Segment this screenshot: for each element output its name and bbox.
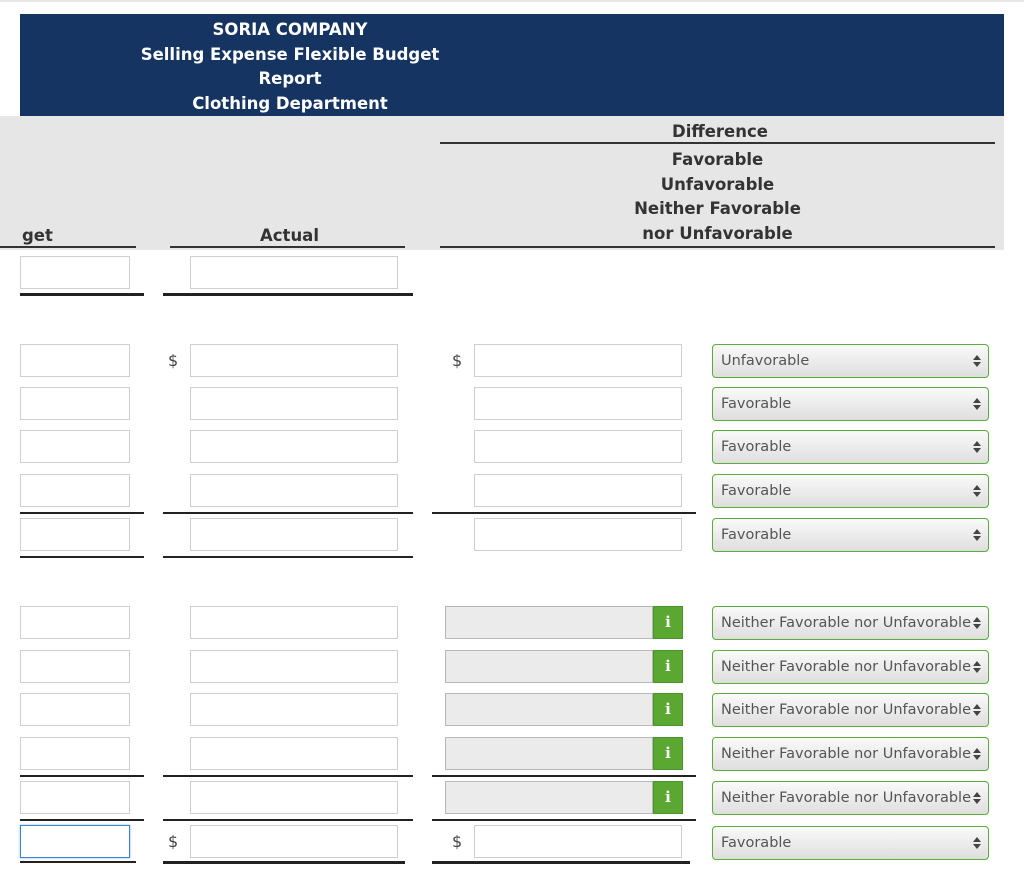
select-arrows-icon [972,703,982,717]
subtotal1-budget-bottom-rule [20,556,144,558]
actual-input-row7[interactable] [190,650,398,683]
select-value: Favorable [721,396,792,412]
report-title: Selling Expense Flexible Budget Report [140,44,440,88]
budget-input-row1[interactable] [20,344,130,377]
actual-header-rule [170,246,405,248]
subtotal1-budget-top-rule [20,512,144,514]
actual-input-row3[interactable] [190,430,398,463]
difference-readonly-row9 [445,737,653,770]
column-header-band [0,116,1004,250]
actual-input-total[interactable] [190,825,398,858]
subtotal2-actual-bottom-rule [163,819,413,821]
difference-select-row1[interactable] [712,344,989,378]
legend-neither: Neither Favorable [634,199,801,219]
select-value: Favorable [721,439,792,455]
actual-input-row6[interactable] [190,606,398,639]
difference-input-row4[interactable] [474,474,682,507]
budget-input-row6[interactable] [20,606,130,639]
difference-select-subtotal1[interactable] [712,518,989,552]
difference-input-row1[interactable] [474,344,682,377]
select-arrows-icon [972,440,982,454]
difference-readonly-subtotal2 [445,781,653,814]
budget-input-subtotal1[interactable] [20,518,130,551]
difference-column-label: Difference [672,122,768,141]
info-icon[interactable]: i [653,650,683,683]
difference-input-row2[interactable] [474,387,682,420]
subtotal2-budget-bottom-rule [20,819,144,821]
budget-input-row3[interactable] [20,430,130,463]
difference-select-row7[interactable] [712,650,989,684]
sales-budget-rule [20,293,144,296]
select-value: Neither Favorable nor Unfavorable [721,702,971,718]
subtotal2-diff-bottom-rule [432,819,696,821]
select-value: Neither Favorable nor Unfavorable [721,615,971,631]
difference-select-row2[interactable] [712,387,989,421]
actual-input-row2[interactable] [190,387,398,420]
report-header [20,14,1004,116]
budget-input-row8[interactable] [20,693,130,726]
actual-input-subtotal2[interactable] [190,781,398,814]
select-value: Neither Favorable nor Unfavorable [721,659,971,675]
budget-input-row4[interactable] [20,474,130,507]
select-arrows-icon [972,397,982,411]
budget-header-rule [0,246,136,248]
select-arrows-icon [972,836,982,850]
actual-input-row8[interactable] [190,693,398,726]
budget-input-sales[interactable] [20,256,130,289]
select-value: Neither Favorable nor Unfavorable [721,746,971,762]
select-value: Favorable [721,483,792,499]
subtotal2-actual-top-rule [163,775,413,777]
difference-select-row8[interactable] [712,693,989,727]
select-value: Favorable [721,835,792,851]
total-diff-double-rule [432,861,690,864]
select-arrows-icon [972,616,982,630]
subtotal1-actual-top-rule [163,512,413,514]
sales-actual-rule [163,293,413,296]
difference-select-row9[interactable] [712,737,989,771]
select-value: Neither Favorable nor Unfavorable [721,790,971,806]
actual-column-label: Actual [260,226,319,245]
info-icon[interactable]: i [653,781,683,814]
info-icon[interactable]: i [653,737,683,770]
actual-input-sales[interactable] [190,256,398,289]
difference-select-row4[interactable] [712,474,989,508]
subtotal1-diff-top-rule [432,512,696,514]
difference-group-rule [440,142,995,144]
actual-input-row4[interactable] [190,474,398,507]
top-border [0,0,1024,2]
difference-input-total[interactable] [474,825,682,858]
select-value: Favorable [721,527,792,543]
legend-unfavorable: Unfavorable [660,174,775,194]
budget-input-row7[interactable] [20,650,130,683]
difference-readonly-row7 [445,650,653,683]
info-icon[interactable]: i [653,606,683,639]
budget-column-label: get [22,226,53,245]
actual-input-subtotal1[interactable] [190,518,398,551]
subtotal2-budget-top-rule [20,775,144,777]
difference-input-subtotal1[interactable] [474,518,682,551]
difference-select-row6[interactable] [712,606,989,640]
difference-readonly-row6 [445,606,653,639]
select-arrows-icon [972,747,982,761]
subtotal2-diff-top-rule [432,775,696,777]
select-arrows-icon [972,354,982,368]
actual-input-row1[interactable] [190,344,398,377]
company-name: SORIA COMPANY [212,20,368,39]
total-actual-double-rule [163,861,405,864]
difference-select-total[interactable] [712,826,989,860]
select-arrows-icon [972,484,982,498]
select-arrows-icon [972,791,982,805]
info-icon[interactable]: i [653,693,683,726]
difference-total-dollar-sign: $ [452,832,463,851]
legend-favorable: Favorable [671,150,764,169]
difference-select-subtotal2[interactable] [712,781,989,815]
difference-options-legend [600,148,835,246]
department-name: Clothing Department [192,93,388,113]
budget-input-row2[interactable] [20,387,130,420]
select-arrows-icon [972,528,982,542]
budget-input-total[interactable] [20,825,130,858]
difference-readonly-row8 [445,693,653,726]
actual-total-dollar-sign: $ [168,832,179,851]
difference-select-row3[interactable] [712,430,989,464]
total-budget-double-rule [20,861,136,863]
subtotal1-actual-bottom-rule [163,556,413,558]
difference-dollar-sign: $ [452,351,463,370]
difference-input-row3[interactable] [474,430,682,463]
select-arrows-icon [972,660,982,674]
budget-input-row9[interactable] [20,737,130,770]
budget-input-subtotal2[interactable] [20,781,130,814]
actual-dollar-sign: $ [168,351,179,370]
legend-nor-unfavorable: nor Unfavorable [642,223,793,243]
select-value: Unfavorable [721,353,810,369]
actual-input-row9[interactable] [190,737,398,770]
